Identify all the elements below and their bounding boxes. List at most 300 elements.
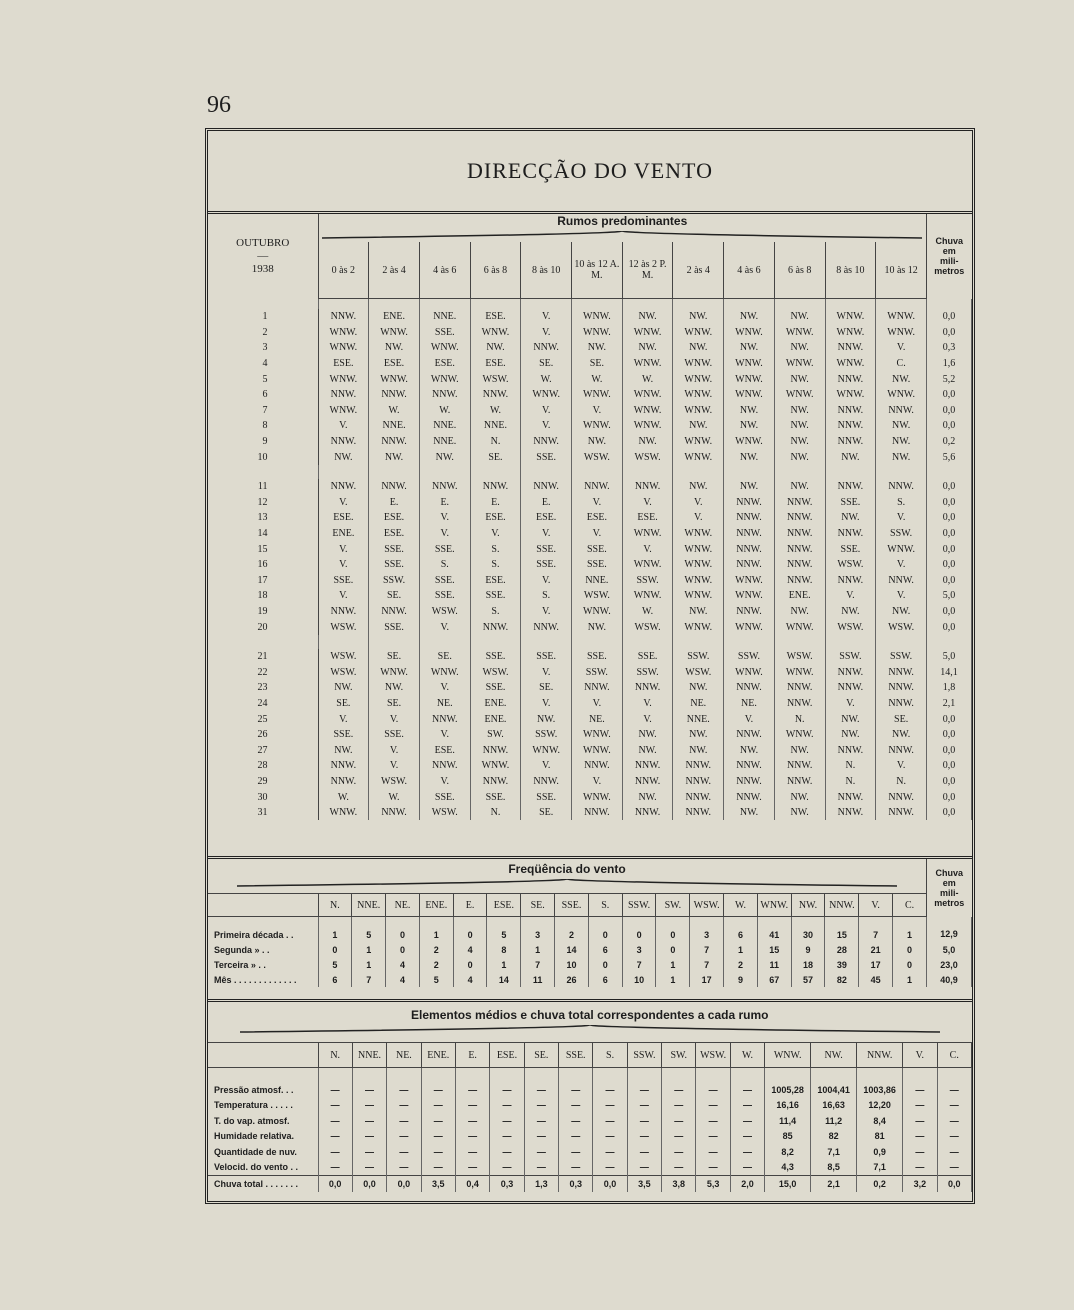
element-cell: 8,5 bbox=[811, 1160, 857, 1176]
direction-cell: V. bbox=[572, 774, 623, 790]
direction-cell: NNW. bbox=[369, 434, 420, 450]
direction-header: C. bbox=[893, 894, 927, 917]
direction-cell: NW. bbox=[622, 727, 673, 743]
element-cell: — bbox=[387, 1098, 421, 1114]
element-cell: — bbox=[559, 1144, 593, 1160]
day-cell: 30 bbox=[208, 789, 318, 805]
table-row bbox=[208, 1098, 972, 1114]
element-cell: 81 bbox=[857, 1129, 903, 1145]
direction-cell: WNW. bbox=[825, 356, 876, 372]
direction-cell: NW. bbox=[724, 449, 775, 465]
direction-cell: NW. bbox=[369, 449, 420, 465]
direction-cell: NNW. bbox=[419, 387, 470, 403]
period-header: 10 às 12 A. M. bbox=[572, 242, 623, 299]
direction-header: WSW. bbox=[696, 1043, 730, 1068]
element-cell: — bbox=[352, 1068, 386, 1098]
day-cell: 15 bbox=[208, 541, 318, 557]
day-cell: 2 bbox=[208, 325, 318, 341]
direction-cell: NNW. bbox=[470, 619, 521, 635]
direction-cell: WNW. bbox=[622, 325, 673, 341]
frequency-cell: 26 bbox=[555, 972, 589, 987]
direction-header: SE. bbox=[524, 1043, 558, 1068]
direction-cell: NNW. bbox=[622, 758, 673, 774]
direction-cell: NNW. bbox=[724, 758, 775, 774]
element-cell: — bbox=[421, 1129, 455, 1145]
element-cell: — bbox=[662, 1160, 696, 1176]
direction-cell: SSW. bbox=[521, 727, 572, 743]
frequency-caption bbox=[208, 859, 927, 894]
direction-cell: V. bbox=[419, 526, 470, 542]
direction-cell: NNW. bbox=[825, 418, 876, 434]
day-cell: 11 bbox=[208, 479, 318, 495]
direction-cell: SSE. bbox=[825, 541, 876, 557]
direction-cell: ESE. bbox=[318, 356, 369, 372]
direction-cell: SSE. bbox=[470, 680, 521, 696]
direction-cell: SW. bbox=[470, 727, 521, 743]
direction-cell: NNW. bbox=[774, 557, 825, 573]
direction-cell: V. bbox=[876, 340, 927, 356]
direction-cell: W. bbox=[369, 403, 420, 419]
table-row bbox=[208, 434, 972, 450]
direction-cell: NNW. bbox=[572, 805, 623, 821]
direction-cell: NNW. bbox=[825, 573, 876, 589]
direction-cell: V. bbox=[419, 680, 470, 696]
spacer-cell bbox=[572, 465, 623, 479]
direction-cell: V. bbox=[369, 742, 420, 758]
element-cell: — bbox=[730, 1113, 764, 1129]
direction-cell: WNW. bbox=[825, 387, 876, 403]
direction-cell: WNW. bbox=[673, 526, 724, 542]
spacer-cell bbox=[208, 635, 318, 649]
direction-cell: V. bbox=[521, 526, 572, 542]
direction-cell: S. bbox=[470, 541, 521, 557]
table-row bbox=[208, 1144, 972, 1160]
direction-header: SE. bbox=[521, 894, 555, 917]
spacer-cell bbox=[521, 635, 572, 649]
frequency-cell: 3 bbox=[690, 917, 724, 943]
frequency-caption-text: Freqüência do vento bbox=[508, 862, 626, 876]
direction-cell: NW. bbox=[774, 742, 825, 758]
direction-cell: V. bbox=[521, 418, 572, 434]
table-row bbox=[208, 758, 972, 774]
rumos-section bbox=[208, 214, 972, 859]
spacer-cell bbox=[927, 635, 972, 649]
direction-cell: W. bbox=[318, 789, 369, 805]
direction-cell: NW. bbox=[774, 479, 825, 495]
element-cell: — bbox=[662, 1068, 696, 1098]
direction-cell: E. bbox=[369, 495, 420, 511]
direction-cell: WNW. bbox=[572, 789, 623, 805]
period-header: 10 às 12 bbox=[876, 242, 927, 299]
row-label: Mês . . . . . . . . . . . . . bbox=[208, 972, 318, 987]
spacer-cell bbox=[419, 635, 470, 649]
direction-cell: NW. bbox=[774, 309, 825, 325]
element-cell: — bbox=[455, 1144, 489, 1160]
element-cell: — bbox=[627, 1160, 661, 1176]
rumos-caption bbox=[318, 214, 927, 242]
frequency-cell: 11 bbox=[521, 972, 555, 987]
direction-cell: V. bbox=[521, 573, 572, 589]
direction-cell: WNW. bbox=[470, 758, 521, 774]
rumos-table bbox=[208, 214, 972, 820]
direction-cell: ESE. bbox=[318, 510, 369, 526]
rain-cell: 12,9 bbox=[927, 917, 972, 943]
direction-cell: WNW. bbox=[572, 742, 623, 758]
direction-cell: WNW. bbox=[774, 387, 825, 403]
direction-cell: ESE. bbox=[369, 510, 420, 526]
direction-cell: ESE. bbox=[521, 510, 572, 526]
month-header bbox=[208, 214, 318, 299]
element-cell: 0,0 bbox=[318, 1176, 352, 1192]
element-cell: — bbox=[937, 1068, 971, 1098]
spacer-cell bbox=[774, 635, 825, 649]
direction-cell: WSW. bbox=[470, 664, 521, 680]
rain-hdr-line: mili- bbox=[939, 256, 959, 267]
frequency-cell: 1 bbox=[352, 957, 386, 972]
direction-cell: NNW. bbox=[825, 805, 876, 821]
element-cell: — bbox=[524, 1129, 558, 1145]
table-row bbox=[208, 479, 972, 495]
direction-header: ESE. bbox=[487, 894, 521, 917]
direction-header: WNW. bbox=[765, 1043, 811, 1068]
element-cell: — bbox=[593, 1098, 627, 1114]
direction-header: N. bbox=[318, 894, 352, 917]
element-cell: — bbox=[559, 1113, 593, 1129]
direction-cell: WNW. bbox=[673, 387, 724, 403]
element-cell: — bbox=[318, 1144, 352, 1160]
element-cell: — bbox=[455, 1068, 489, 1098]
element-cell: — bbox=[490, 1068, 524, 1098]
elements-section bbox=[208, 1002, 972, 1192]
day-cell: 18 bbox=[208, 588, 318, 604]
direction-cell: SE. bbox=[369, 696, 420, 712]
direction-cell: NE. bbox=[572, 711, 623, 727]
direction-cell: NNW. bbox=[774, 758, 825, 774]
spacer-cell bbox=[318, 635, 369, 649]
direction-header: ESE. bbox=[490, 1043, 524, 1068]
day-cell: 25 bbox=[208, 711, 318, 727]
element-cell: — bbox=[387, 1160, 421, 1176]
frequency-cell: 6 bbox=[318, 972, 352, 987]
direction-cell: NW. bbox=[572, 340, 623, 356]
spacer-cell bbox=[369, 465, 420, 479]
direction-cell: SSE. bbox=[369, 619, 420, 635]
direction-cell: WNW. bbox=[318, 340, 369, 356]
direction-cell: SE. bbox=[419, 649, 470, 665]
direction-header: SSE. bbox=[555, 894, 589, 917]
direction-cell: V. bbox=[622, 711, 673, 727]
direction-cell: NW. bbox=[318, 449, 369, 465]
elements-caption bbox=[208, 1002, 972, 1043]
element-cell: 1005,28 bbox=[765, 1068, 811, 1098]
rain-cell: 0,0 bbox=[927, 573, 972, 589]
direction-cell: WNW. bbox=[673, 403, 724, 419]
day-cell: 14 bbox=[208, 526, 318, 542]
element-cell: — bbox=[593, 1068, 627, 1098]
table-row bbox=[208, 371, 972, 387]
element-cell: 82 bbox=[811, 1129, 857, 1145]
direction-header: C. bbox=[937, 1043, 971, 1068]
element-cell: 16,63 bbox=[811, 1098, 857, 1114]
row-label: T. do vap. atmosf. bbox=[208, 1113, 318, 1129]
frequency-cell: 30 bbox=[791, 917, 825, 943]
row-label: Chuva total . . . . . . . bbox=[208, 1176, 318, 1192]
table-row bbox=[208, 573, 972, 589]
spacer-row bbox=[208, 465, 972, 479]
row-label: Pressão atmosf. . . bbox=[208, 1068, 318, 1098]
direction-cell: WNW. bbox=[673, 557, 724, 573]
direction-cell: NW. bbox=[724, 403, 775, 419]
element-cell: 0,0 bbox=[593, 1176, 627, 1192]
spacer-cell bbox=[521, 465, 572, 479]
element-cell: — bbox=[524, 1113, 558, 1129]
element-cell: — bbox=[387, 1113, 421, 1129]
direction-cell: NW. bbox=[470, 340, 521, 356]
rain-cell: 0,0 bbox=[927, 774, 972, 790]
spacer-cell bbox=[470, 635, 521, 649]
direction-cell: V. bbox=[876, 510, 927, 526]
direction-cell: NW. bbox=[774, 604, 825, 620]
spacer-cell bbox=[724, 635, 775, 649]
element-cell: 2,1 bbox=[811, 1176, 857, 1192]
table-row bbox=[208, 449, 972, 465]
direction-cell: NNE. bbox=[419, 434, 470, 450]
table-row bbox=[208, 805, 972, 821]
direction-cell: SE. bbox=[876, 711, 927, 727]
rain-cell: 0,0 bbox=[927, 510, 972, 526]
frequency-cell: 0 bbox=[386, 942, 420, 957]
element-cell: — bbox=[903, 1068, 937, 1098]
direction-cell: W. bbox=[369, 789, 420, 805]
spacer-cell bbox=[724, 299, 775, 310]
direction-cell: S. bbox=[521, 588, 572, 604]
direction-cell: NNW. bbox=[318, 387, 369, 403]
frequency-cell: 0 bbox=[656, 917, 690, 943]
direction-cell: NNW. bbox=[318, 434, 369, 450]
direction-cell: WSW. bbox=[774, 649, 825, 665]
direction-cell: WNW. bbox=[724, 371, 775, 387]
table-row bbox=[208, 789, 972, 805]
direction-cell: NW. bbox=[369, 340, 420, 356]
direction-cell: SE. bbox=[572, 356, 623, 372]
direction-cell: V. bbox=[622, 541, 673, 557]
direction-cell: WNW. bbox=[825, 325, 876, 341]
rain-cell: 5,0 bbox=[927, 588, 972, 604]
frequency-cell: 10 bbox=[622, 972, 656, 987]
direction-cell: NNW. bbox=[724, 557, 775, 573]
period-header: 4 às 6 bbox=[419, 242, 470, 299]
direction-cell: WNW. bbox=[369, 325, 420, 341]
element-cell: — bbox=[455, 1098, 489, 1114]
element-cell: 7,1 bbox=[811, 1144, 857, 1160]
element-cell: 1003,86 bbox=[857, 1068, 903, 1098]
frequency-cell: 6 bbox=[588, 972, 622, 987]
direction-cell: SSE. bbox=[470, 588, 521, 604]
table-row bbox=[208, 727, 972, 743]
element-cell: — bbox=[421, 1113, 455, 1129]
direction-cell: WNW. bbox=[572, 325, 623, 341]
direction-cell: W. bbox=[470, 403, 521, 419]
element-cell: — bbox=[593, 1144, 627, 1160]
frequency-cell: 6 bbox=[588, 942, 622, 957]
direction-cell: NNW. bbox=[622, 680, 673, 696]
rain-cell: 1,6 bbox=[927, 356, 972, 372]
direction-cell: NNW. bbox=[724, 495, 775, 511]
element-cell: — bbox=[524, 1098, 558, 1114]
direction-cell: WNW. bbox=[572, 387, 623, 403]
rain-cell: 0,0 bbox=[927, 541, 972, 557]
direction-cell: NNE. bbox=[419, 309, 470, 325]
direction-cell: SSE. bbox=[318, 573, 369, 589]
table-frame bbox=[205, 128, 975, 1204]
frequency-cell: 5 bbox=[318, 957, 352, 972]
element-cell: — bbox=[524, 1068, 558, 1098]
direction-cell: WNW. bbox=[673, 371, 724, 387]
direction-cell: WNW. bbox=[774, 325, 825, 341]
spacer-cell bbox=[825, 465, 876, 479]
direction-cell: NNW. bbox=[622, 479, 673, 495]
direction-cell: V. bbox=[521, 403, 572, 419]
direction-cell: NW. bbox=[876, 371, 927, 387]
frequency-cell: 9 bbox=[791, 942, 825, 957]
rain-cell: 0,0 bbox=[927, 557, 972, 573]
direction-cell: NNW. bbox=[470, 774, 521, 790]
direction-header: NNW. bbox=[825, 894, 859, 917]
direction-cell: V. bbox=[419, 619, 470, 635]
direction-cell: NW. bbox=[673, 727, 724, 743]
frequency-cell: 28 bbox=[825, 942, 859, 957]
direction-cell: SSW. bbox=[673, 649, 724, 665]
table-row bbox=[208, 680, 972, 696]
day-cell: 10 bbox=[208, 449, 318, 465]
direction-cell: NW. bbox=[774, 371, 825, 387]
rain-cell: 0,0 bbox=[927, 711, 972, 727]
day-cell: 6 bbox=[208, 387, 318, 403]
direction-cell: NE. bbox=[724, 696, 775, 712]
element-cell: — bbox=[352, 1144, 386, 1160]
frequency-cell: 0 bbox=[386, 917, 420, 943]
element-cell: 0,0 bbox=[937, 1176, 971, 1192]
direction-cell: NW. bbox=[774, 418, 825, 434]
direction-cell: NNW. bbox=[724, 526, 775, 542]
direction-cell: V. bbox=[825, 696, 876, 712]
direction-cell: NW. bbox=[521, 711, 572, 727]
direction-cell: WSW. bbox=[572, 449, 623, 465]
day-cell: 3 bbox=[208, 340, 318, 356]
rain-cell: 14,1 bbox=[927, 664, 972, 680]
direction-cell: ENE. bbox=[369, 309, 420, 325]
direction-cell: WNW. bbox=[572, 604, 623, 620]
direction-cell: WNW. bbox=[572, 727, 623, 743]
direction-cell: NW. bbox=[774, 449, 825, 465]
frequency-cell: 1 bbox=[318, 917, 352, 943]
day-cell: 19 bbox=[208, 604, 318, 620]
element-cell: — bbox=[559, 1068, 593, 1098]
table-row bbox=[208, 557, 972, 573]
direction-cell: NNW. bbox=[724, 680, 775, 696]
element-cell: — bbox=[696, 1068, 730, 1098]
day-cell: 17 bbox=[208, 573, 318, 589]
direction-cell: V. bbox=[521, 604, 572, 620]
table-row bbox=[208, 1113, 972, 1129]
element-cell: 0,3 bbox=[490, 1176, 524, 1192]
blank-header bbox=[208, 1043, 318, 1068]
direction-cell: V. bbox=[419, 510, 470, 526]
spacer-cell bbox=[774, 299, 825, 310]
direction-cell: W. bbox=[572, 371, 623, 387]
direction-cell: NNW. bbox=[825, 434, 876, 450]
direction-cell: SSE. bbox=[419, 573, 470, 589]
day-cell: 24 bbox=[208, 696, 318, 712]
direction-cell: WNW. bbox=[673, 619, 724, 635]
element-cell: 15,0 bbox=[765, 1176, 811, 1192]
element-cell: — bbox=[318, 1098, 352, 1114]
element-cell: — bbox=[937, 1144, 971, 1160]
direction-cell: NW. bbox=[724, 340, 775, 356]
direction-cell: NNW. bbox=[774, 510, 825, 526]
spacer-cell bbox=[673, 299, 724, 310]
direction-cell: S. bbox=[876, 495, 927, 511]
direction-cell: NNW. bbox=[369, 604, 420, 620]
frequency-section bbox=[208, 859, 972, 1002]
direction-cell: WSW. bbox=[673, 664, 724, 680]
direction-cell: NNE. bbox=[369, 418, 420, 434]
rain-cell: 5,2 bbox=[927, 371, 972, 387]
table-row bbox=[208, 664, 972, 680]
element-cell: — bbox=[730, 1160, 764, 1176]
direction-cell: NNW. bbox=[318, 309, 369, 325]
direction-cell: WNW. bbox=[876, 325, 927, 341]
direction-cell: NNW. bbox=[825, 371, 876, 387]
direction-cell: NW. bbox=[369, 680, 420, 696]
table-row bbox=[208, 541, 972, 557]
direction-cell: WNW. bbox=[724, 356, 775, 372]
direction-cell: NW. bbox=[876, 434, 927, 450]
direction-cell: WNW. bbox=[470, 325, 521, 341]
element-cell: — bbox=[352, 1098, 386, 1114]
direction-header: NE. bbox=[387, 1043, 421, 1068]
direction-cell: SSE. bbox=[521, 649, 572, 665]
rain-cell: 0,0 bbox=[927, 387, 972, 403]
direction-cell: V. bbox=[724, 711, 775, 727]
frequency-cell: 10 bbox=[555, 957, 589, 972]
element-cell: 3,8 bbox=[662, 1176, 696, 1192]
direction-cell: NNW. bbox=[572, 680, 623, 696]
frequency-cell: 7 bbox=[521, 957, 555, 972]
table-row bbox=[208, 356, 972, 372]
direction-cell: WSW. bbox=[318, 664, 369, 680]
direction-cell: SSE. bbox=[622, 649, 673, 665]
direction-cell: WNW. bbox=[318, 371, 369, 387]
direction-cell: NNW. bbox=[318, 604, 369, 620]
frequency-cell: 18 bbox=[791, 957, 825, 972]
direction-cell: NNW. bbox=[825, 742, 876, 758]
direction-header: NNW. bbox=[857, 1043, 903, 1068]
direction-cell: NNW. bbox=[521, 619, 572, 635]
direction-cell: NNW. bbox=[470, 387, 521, 403]
direction-cell: V. bbox=[673, 495, 724, 511]
spacer-cell bbox=[825, 299, 876, 310]
spacer-cell bbox=[208, 299, 318, 310]
direction-cell: NW. bbox=[774, 805, 825, 821]
direction-cell: NW. bbox=[724, 418, 775, 434]
direction-cell: SSE. bbox=[572, 649, 623, 665]
element-cell: — bbox=[318, 1113, 352, 1129]
day-cell: 8 bbox=[208, 418, 318, 434]
direction-cell: WNW. bbox=[622, 557, 673, 573]
direction-cell: V. bbox=[521, 325, 572, 341]
direction-cell: ENE. bbox=[470, 696, 521, 712]
